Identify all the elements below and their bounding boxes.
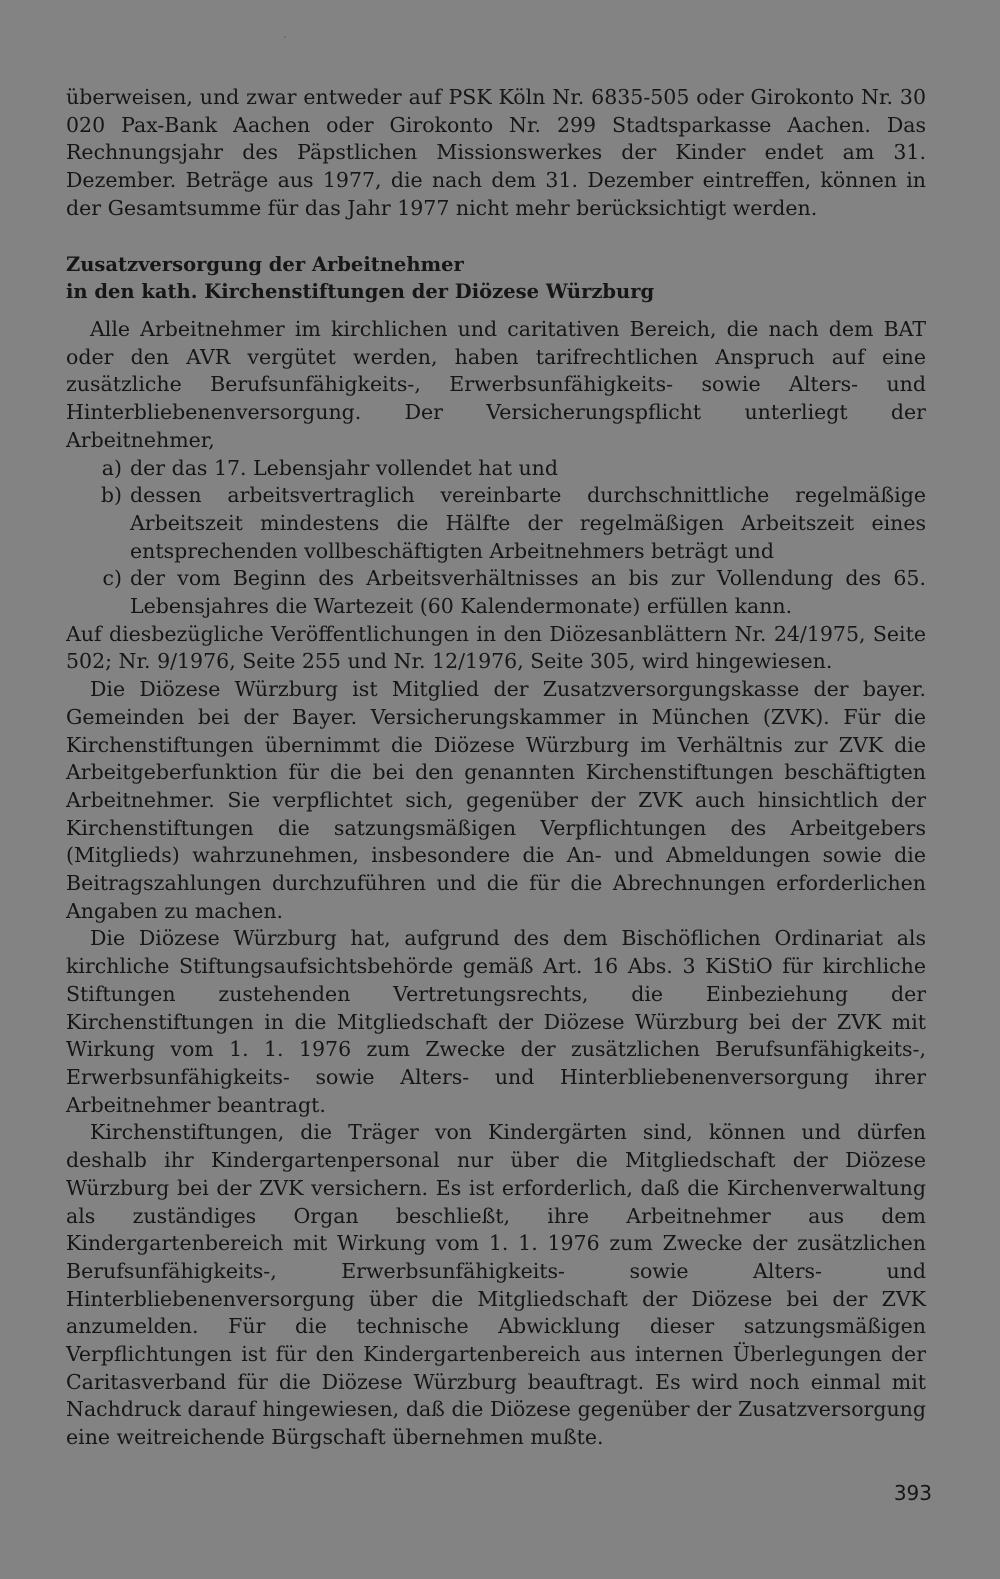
continued-paragraph-block xyxy=(66,84,926,223)
conditions-list xyxy=(66,455,926,621)
list-marker: b) xyxy=(100,483,122,508)
list-item xyxy=(66,565,926,620)
list-item xyxy=(66,482,926,565)
section-heading xyxy=(66,251,926,305)
membership-paragraph: Die Diözese Würzburg ist Mitglied der Zusatzversorgungskasse der bayer. Gemeinden bei der Bayer. Versicherungskammer in München (ZVK). Für die Kirchenstiftungen übernimmt die Diözese Würzburg im Verhältnis zur ZVK die Arbeitgeberfunktion für die bei den genannten Kirchenstiftungen beschäftigten Arbeitnehmer. Sie verpflichtet sich, gegenüber der ZVK auch hinsichtlich der Kirchenstiftungen die satzungsmäßigen Verpflichtungen des Arbeitgebers (Mitglieds) wahrzunehmen, insbesondere die An- und Abmeldungen sowie die Beitragszahlungen durchzuführen und die für die Abrechnungen erforderlichen Angaben zu machen. xyxy=(66,677,926,923)
scan-speck xyxy=(284,36,286,38)
reference-paragraph: Auf diesbezügliche Veröffentlichungen in den Diözesanblättern Nr. 24/1975, Seite 502; Nr. 9/1976, Seite 255 und Nr. 12/1976, Seite 305, wird hingewiesen. xyxy=(66,621,926,674)
section-body xyxy=(66,316,926,1452)
list-item-text: der vom Beginn des Arbeitsverhältnisses an bis zur Vollendung des 65. Lebensjahres die Wartezeit (60 Kalendermonate) erfüllen kann. xyxy=(130,566,926,619)
list-item-text: dessen arbeitsvertraglich vereinbarte durchschnittliche regelmäßige Arbeitszeit mindestens die Hälfte der regelmäßigen Arbeitszeit eines entsprechenden vollbeschäftigten Arbeitnehmers beträgt und xyxy=(130,483,926,563)
section-heading-line-2: in den kath. Kirchenstiftungen der Diözese Würzburg xyxy=(66,280,655,303)
continued-paragraph: überweisen, und zwar entweder auf PSK Köln Nr. 6835-505 oder Girokonto Nr. 30 020 Pax-Bank Aachen oder Girokonto Nr. 299 Stadtsparkasse Aachen. Das Rechnungsjahr des Päpstlichen Missionswerkes der Kinder endet am 31. Dezember. Beträge aus 1977, die nach dem 31. Dezember eintreffen, können in der Gesamtsumme für das Jahr 1977 nicht mehr berücksichtigt werden. xyxy=(66,85,926,220)
list-item-text: der das 17. Lebensjahr vollendet hat und xyxy=(130,455,558,480)
list-marker: a) xyxy=(101,455,122,480)
section-heading-line-1: Zusatzversorgung der Arbeitnehmer xyxy=(66,253,464,276)
list-marker: c) xyxy=(102,566,122,591)
page-number: 393 xyxy=(893,1481,932,1505)
kindergarten-paragraph: Kirchenstiftungen, die Träger von Kindergärten sind, können und dürfen deshalb ihr Kindergartenpersonal nur über die Mitgliedschaft der Diözese Würzburg bei der ZVK versichern. Es ist erforderlich, daß die Kirchenverwaltung als zuständiges Organ beschließt, ihre Arbeitnehmer aus dem Kindergartenbereich mit Wirkung vom 1. 1. 1976 zum Zwecke der zusätzlichen Berufsunfähigkeits-, Erwerbsunfähigkeits- sowie Alters- und Hinterbliebenenversorgung über die Mitgliedschaft der Diözese bei der ZVK anzumelden. Für die technische Abwicklung dieser satzungsmäßigen Verpflichtungen ist für den Kindergartenbereich aus internen Überlegungen der Caritasverband für die Diözese Würzburg beauftragt. Es wird noch einmal mit Nachdruck darauf hingewiesen, daß die Diözese gegenüber der Zusatzversorgung eine weitreichende Bürgschaft übernehmen mußte. xyxy=(66,1120,926,1450)
application-paragraph: Die Diözese Würzburg hat, aufgrund des dem Bischöflichen Ordinariat als kirchliche Stiftungsaufsichtsbehörde gemäß Art. 16 Abs. 3 KiStiO für kirchliche Stiftungen zustehenden Vertretungsrechts, die Einbeziehung der Kirchenstiftungen in die Mitgliedschaft der Diözese Würzburg bei der ZVK mit Wirkung vom 1. 1. 1976 zum Zwecke der zusätzlichen Berufsunfähigkeits-, Erwerbsunfähigkeits- sowie Alters- und Hinterbliebenenversorgung ihrer Arbeitnehmer beantragt. xyxy=(66,926,926,1117)
intro-paragraph: Alle Arbeitnehmer im kirchlichen und caritativen Bereich, die nach dem BAT oder den AVR vergütet werden, haben tarifrechtlichen Anspruch auf eine zusätzliche Berufsunfähigkeits-, Erwerbsunfähigkeits- sowie Alters- und Hinterbliebenenversorgung. Der Versicherungspflicht unterliegt der Arbeitnehmer, xyxy=(66,317,926,452)
list-item xyxy=(66,455,926,483)
